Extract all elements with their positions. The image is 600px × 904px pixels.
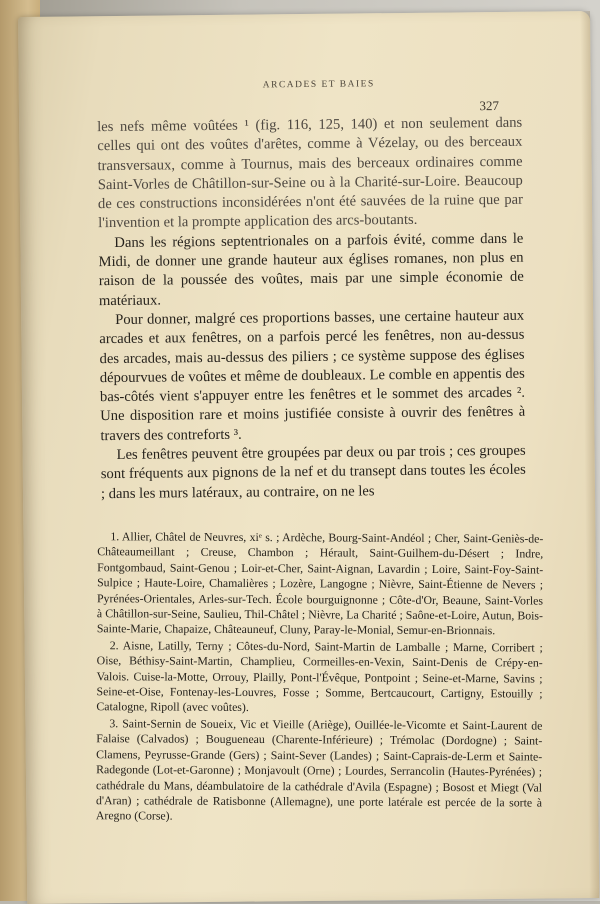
book-page [18, 11, 599, 904]
paragraph-1: les nefs même voûtées ¹ (fig. 116, 125, 140) et non seulement dans celles qui ont des voûtes d'arêtes, comme à Vézelay, ou des berceaux transversaux, comme à Tournus, mais des berceaux ordinaires comme Saint-Vorles de Châtillon-sur-Seine ou à la Charité-sur-Loire. Beaucoup de ces constructions inconsidérées n'ont été sauvées de la ruine que par l'invention et la prompte application des arcs-boutants. [97, 114, 524, 232]
body-text [97, 114, 526, 504]
paragraph-2: Dans les régions septentrionales on a parfois évité, comme dans le Midi, de donner une grande hauteur aux églises romanes, non plus en raison de la poussée des voûtes, mais par une simple économie de matériaux. [98, 230, 524, 309]
running-title: ARCADES ET BAIES [262, 79, 375, 91]
page-number: 327 [479, 97, 500, 114]
paragraph-4: Les fenêtres peuvent être groupées par deux ou par trois ; ces groupes sont fréquents aux pignons de la nef et du transept dans toutes les écoles ; dans les murs latéraux, au contraire, on ne les [100, 442, 526, 502]
footnote-2: 2. Aisne, Latilly, Terny ; Côtes-du-Nord, Saint-Martin de Lamballe ; Marne, Corribert ; Oise, Béthisy-Saint-Martin, Champlieu, Cormeilles-en-Vexin, Saint-Denis de Crépy-en-Valois. Cuise-la-Motte, Orrouy, Plailly, Pont-l'Évêque, Pontpoint ; Seine-et-Marne, Savins ; Seine-et-Oise, Fontenay-les-Louvres, Fosse ; Somme, Bertcaucourt, Cartigny, Estouilly ; Catalogne, Ripoll (avec voûtes). [96, 638, 543, 715]
footnotes [96, 529, 544, 827]
footnote-1: 1. Allier, Châtel de Neuvres, xiᵉ s. ; Ardèche, Bourg-Saint-Andéol ; Cher, Saint-Geniès-de-Châteaumeillant ; Creuse, Chambon ; Hérault, Saint-Guilhem-du-Désert ; Indre, Fontgombaud, Saint-Genou ; Loir-et-Cher, Saint-Aignan, Lavardin ; Loire, Saint-Foy-Saint-Sulpice ; Haute-Loire, Chamalières ; Lozère, Langogne ; Nièvre, Saint-Étienne de Nevers ; Pyrénées-Orientales, Arles-sur-Tech. École bourguignonne ; Côte-d'Or, Beaune, Saint-Vorles à Châtillon-sur-Seine, Saulieu, Thil-Châtel ; Nièvre, La Charité ; Saône-et-Loire, Autun, Bois-Sainte-Marie, Chapaize, Châteauneuf, Cluny, Paray-le-Monial, Semur-en-Brionnais. [96, 529, 544, 638]
paragraph-3: Pour donner, malgré ces proportions basses, une certaine hauteur aux arcades et aux fenêtres, on a parfois percé les fenêtres, non au-dessus des arcades, mais au-dessus des piliers ; ce système suppose des églises dépourvues de voûtes et même de doubleaux. Le comble en appentis des bas-côtés vient s'appuyer entre les fenêtres et le sommet des arcades ². Une disposition rare et moins justifiée consiste à ouvrir des fenêtres à travers des contreforts ³. [99, 307, 526, 444]
footnote-3: 3. Saint-Sernin de Soueix, Vic et Vieille (Ariège), Ouillée-le-Vicomte et Saint-Laurent de Falaise (Calvados) ; Bougueneau (Charente-Inférieure) ; Trémolac (Dordogne) ; Saint-Clamens, Peyrusse-Grande (Gers) ; Saint-Sever (Landes) ; Saint-Caprais-de-Lerm et Sainte-Radegonde (Lot-et-Garonne) ; Monjavoult (Orne) ; Lourdes, Serrancolin (Hautes-Pyrénées) ; cathédrale du Mans, déambulatoire de la cathédrale d'Avila (Espagne) ; Bosost et Miegt (Val d'Aran) ; cathédrale de Ratisbonne (Allemagne), une porte latérale est percée de la sorte à Aregno (Corse). [95, 716, 543, 823]
